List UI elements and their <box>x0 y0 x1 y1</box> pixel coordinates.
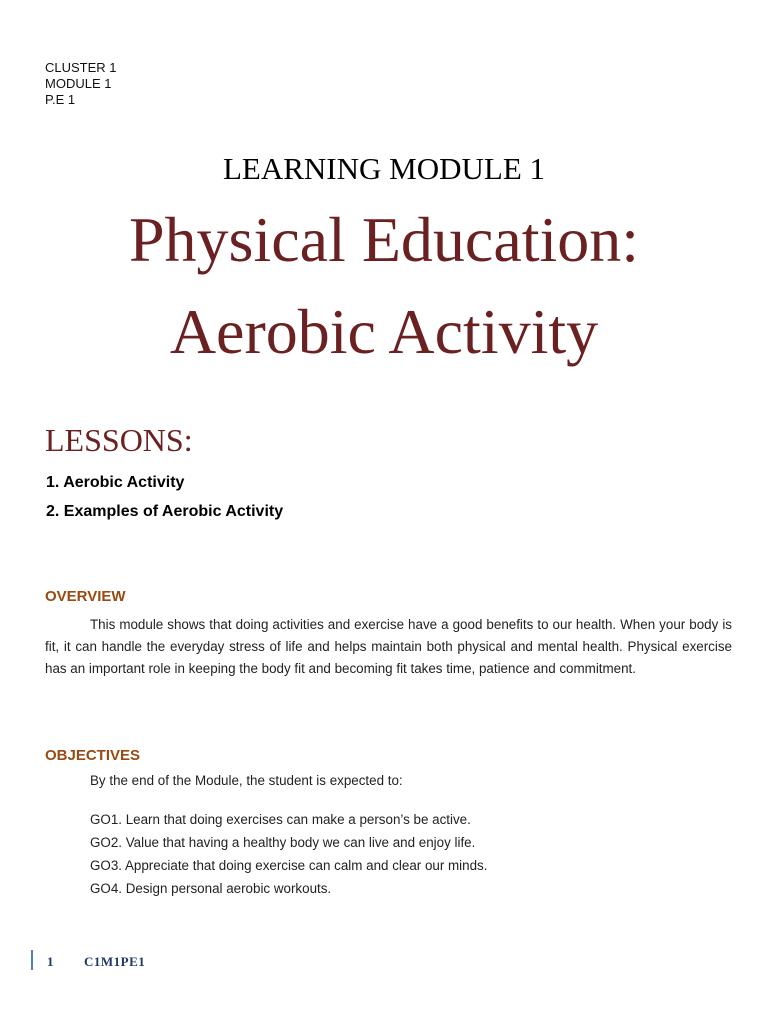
overview-heading: OVERVIEW <box>45 588 126 605</box>
lessons-heading: LESSONS: <box>45 422 193 458</box>
footer-module-code: C1M1PE1 <box>84 954 146 969</box>
objective-goal: GO1. Learn that doing exercises can make a person’s be active. <box>90 812 471 827</box>
lesson-item: 1. Aerobic Activity <box>46 474 185 491</box>
module-heading: LEARNING MODULE 1 <box>222 151 546 186</box>
footer-page-number: 1 <box>47 954 54 969</box>
cluster-label: CLUSTER 1 <box>45 60 117 75</box>
overview-paragraph: This module shows that doing activities and exercise have a good benefits to our health. When your body is fit, it can handle the everyday stress of life and helps maintain both physical and mental health. Physical exercise has an important role in keeping the body fit and becoming fit takes time, patience and commitment. <box>45 617 732 676</box>
objective-goal: GO4. Design personal aerobic workouts. <box>90 881 332 896</box>
main-title-line-2: Aerobic Activity <box>169 296 599 367</box>
objective-goal: GO3. Appreciate that doing exercise can calm and clear our minds. <box>90 858 488 873</box>
main-title-line-1: Physical Education: <box>128 204 640 275</box>
footer-divider <box>31 950 33 970</box>
lesson-item: 2. Examples of Aerobic Activity <box>46 503 284 520</box>
objectives-intro: By the end of the Module, the student is expected to: <box>90 773 403 788</box>
module-label: MODULE 1 <box>45 76 112 91</box>
objective-goal: GO2. Value that having a healthy body we can live and enjoy life. <box>90 835 476 850</box>
objectives-heading: OBJECTIVES <box>45 747 141 764</box>
subject-label: P.E 1 <box>45 92 76 107</box>
header-meta <box>45 60 117 108</box>
